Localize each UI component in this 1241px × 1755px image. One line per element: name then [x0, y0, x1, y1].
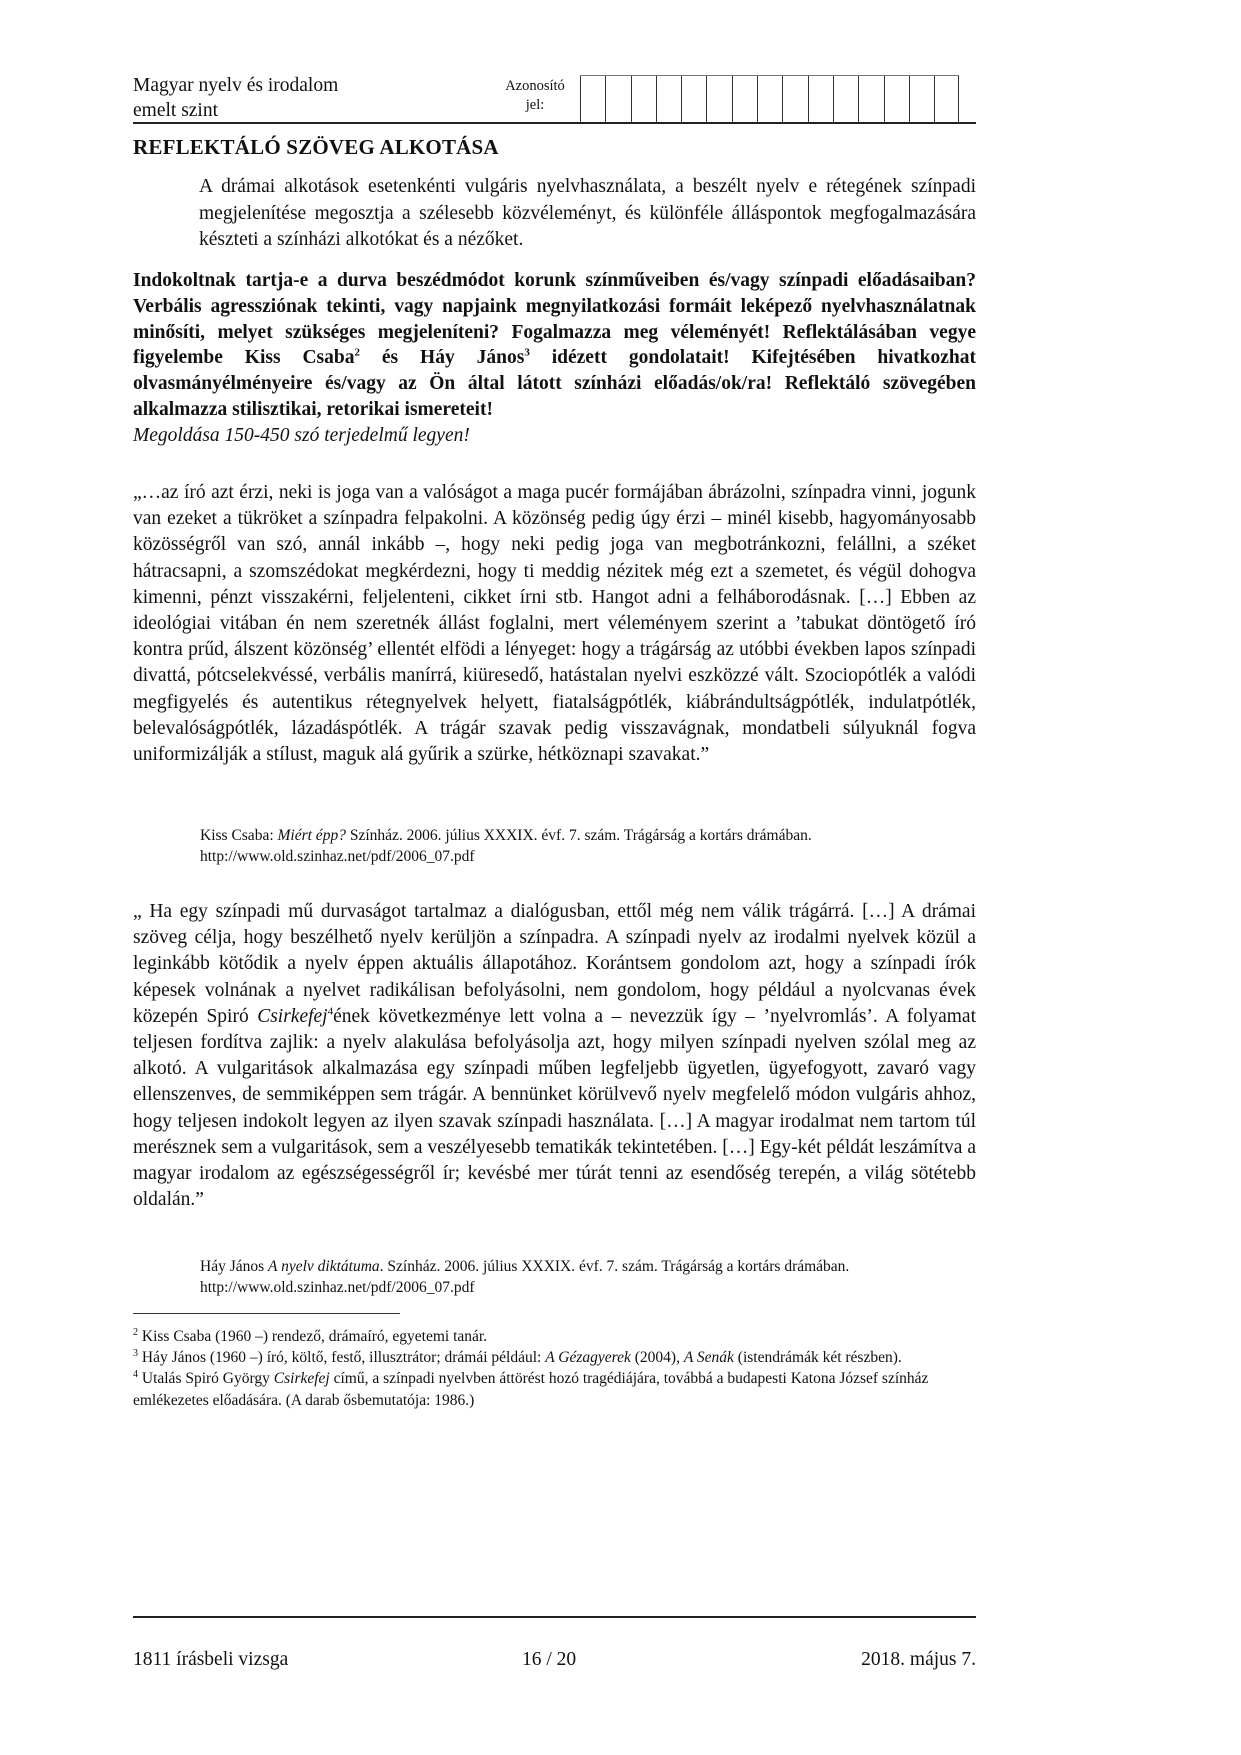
- exam-code: 1811 írásbeli vizsga: [133, 1649, 289, 1670]
- id-label-line2: jel:: [525, 97, 545, 113]
- id-code-box[interactable]: [580, 76, 605, 122]
- quote-hay-janos: [133, 899, 976, 1213]
- id-code-box[interactable]: [757, 76, 782, 122]
- footnote-text: Háy János (1960 –) író, költő, festő, illusztrátor; drámái például:: [138, 1349, 546, 1367]
- footnote-divider: [133, 1313, 400, 1314]
- footnote-ref-2: 2: [354, 346, 360, 359]
- work-title: A Senák: [683, 1349, 734, 1367]
- citation-author: Háy János: [200, 1258, 269, 1275]
- footnote-text: Utalás Spiró György: [138, 1370, 274, 1388]
- footnote-ref-4: 4: [327, 1005, 334, 1018]
- id-code-box[interactable]: [605, 76, 630, 122]
- footer-divider: [133, 1616, 976, 1618]
- citation-url: http://www.old.szinhaz.net/pdf/2006_07.pdf: [200, 848, 475, 865]
- footnote-3: [133, 1347, 976, 1368]
- id-code-box[interactable]: [934, 76, 959, 122]
- page-header: [133, 73, 976, 123]
- footnote-number: 4: [133, 1369, 138, 1381]
- id-code-box[interactable]: [833, 76, 858, 122]
- citation-author: Kiss Csaba:: [200, 827, 278, 844]
- id-code-box[interactable]: [782, 76, 807, 122]
- id-code-box[interactable]: [858, 76, 883, 122]
- id-label: [499, 77, 571, 115]
- footnote-number: 3: [133, 1348, 138, 1360]
- id-code-box[interactable]: [909, 76, 934, 122]
- id-code-box[interactable]: [808, 76, 833, 122]
- task-instructions: [133, 268, 976, 449]
- citation-source: . Színház. 2006. július XXXIX. évf. 7. szám. Trágárság a kortárs drámában.: [379, 1258, 850, 1275]
- work-title: A Gézagyerek: [545, 1349, 631, 1367]
- id-code-box[interactable]: [732, 76, 757, 122]
- length-requirement: Megoldása 150-450 szó terjedelmű legyen!: [133, 424, 470, 446]
- footnote-ref-3: 3: [524, 346, 530, 359]
- citation-title: A nyelv diktátuma: [268, 1258, 380, 1275]
- subject-label: [133, 73, 338, 123]
- quote-kiss-csaba: „…az író azt érzi, neki is joga van a valóságot a maga pucér formájában ábrázolni, színpadra vinni, jogunk van ezeket a tükröket a színpadra felpakolni. A közönség pedig úgy érzi – minél kisebb, hagyományosabb közösségről van szó, annál inkább –, hogy neki pedig joga van megbotránkozni, felállni, a széket hátracsapni, a szomszédokat megkérdezni, hogy ti meddig nézitek még ezt a szemetet, és végül dohogva kimenni, pénzt visszakérni, feljelenteni, cikket írni stb. Hangot adni a felháborodásnak. […] Ebben az ideológiai vitában én nem szeretnék állást foglalni, mert véleményem szerint a ’tabukat döntögető író kontra prűd, álszent közönség’ ellentét elfödi a lényeget: hogy a trágárság az utóbbi években lapos színpadi divattá, pótcselekvéssé, verbális manírrá, kiüresedő, hatástalan nyelvi eszközzé vált. Szociopótlék a valódi megfigyelés és autentikus rétegnyelvek helyett, fiatalságpótlék, kiábrándultságpótlék, indulatpótlék, belevalóságpótlék, lázadáspótlék. A trágár szavak pedig visszavágnak, mondatbeli súlyuknál fogva uniformizálják a stílust, maguk alá gyűrik a szürke, hétköznapi szavakat.”: [133, 482, 976, 766]
- citation-url: http://www.old.szinhaz.net/pdf/2006_07.pdf: [200, 1279, 475, 1296]
- header-divider: [133, 122, 976, 124]
- task-text-3: idézett gondolatait! Kifejtésében hivatkozhat olvasmányélményeire és/vagy az Ön által látott színházi előadás/ok/ra! Reflektáló szövegében alkalmazza stilisztikai, retorikai ismereteit!: [133, 347, 976, 420]
- footnote-2: [133, 1326, 976, 1347]
- quote-work-title: Csirkefej: [257, 1005, 328, 1027]
- citation-kiss-csaba: [200, 825, 976, 867]
- footnote-number: 2: [133, 1326, 138, 1338]
- citation-hay-janos: [200, 1256, 976, 1298]
- quote-text-before: „ Ha egy színpadi mű durvaságot tartalmaz a dialógusban, ettől még nem válik trágárrá. […] A drámai szöveg célja, hogy beszélhető nyelv kerüljön a színpadra. A színpadi nyelv az irodalmi nyelvek közül a leginkább kötődik a nyelv éppen aktuális állapotához. Korántsem gondolom azt, hogy a színpadi írók képesek volnának a nyelvet radikálisan befolyásolni, nem gondolom, hogy például a nyolcvanas évek közepén Spiró: [133, 901, 976, 1027]
- id-label-line1: Azonosító: [505, 78, 565, 94]
- footnote-4: [133, 1368, 976, 1410]
- citation-source: Színház. 2006. július XXXIX. évf. 7. szám. Trágárság a kortárs drámában.: [345, 827, 812, 844]
- id-code-boxes[interactable]: [580, 75, 959, 122]
- work-title: Csirkefej: [273, 1370, 330, 1388]
- footnote-text: című, a színpadi nyelvben áttörést hozó tragédiájára, továbbá a budapesti Katona József színház emlékezetes előadására. (A darab ősbemutatója: 1986.): [133, 1370, 929, 1409]
- footnote-text: (istendrámák két részben).: [733, 1349, 902, 1367]
- task-text-1: Indokoltnak tartja-e a durva beszédmódot korunk színműveiben és/vagy színpadi előadásaiban? Verbális agressziónak tekinti, vagy napjaink megnyilatkozási formáit leképező nyelvhasználatnak minősíti, melyet szükséges megjeleníteni? Fogalmazza meg véleményét! Reflektálásában vegye figyelembe Kiss Csaba: [133, 270, 976, 369]
- exam-date: 2018. május 7.: [861, 1649, 976, 1670]
- id-code-box[interactable]: [706, 76, 731, 122]
- footnote-text: (2004),: [630, 1349, 684, 1367]
- page-number: 16 / 20: [522, 1649, 577, 1670]
- quote-text-after: ének következménye lett volna a – nevezzük így – ’nyelvromlás’. A folyamat teljesen fordítva zajlik: a nyelv alakulása befolyásolja azt, hogy milyen színpadi nyelven szólal meg az alkotó. A vulgaritások alkalmazása egy színpadi műben legfeljebb ügyetlen, ügyefogyott, zavaró vagy ellenszenves, de semmiképpen sem trágár. A bennünket körülvevő nyelv megfelelő módon vulgáris ahhoz, hogy teljesen indokolt legyen az ilyen szavak színpadi használata. […] A magyar irodalmat nem tartom túl merésznek sem a vulgaritások, sem a veszélyesebb tematikák tekintetében. […] Egy-két példát leszámítva a magyar irodalom az egészségességről ír; kevésbé mer túrát tenni az esendőség terepén, a világ sötétebb oldalán.”: [133, 1005, 976, 1211]
- subject-name: Magyar nyelv és irodalom: [133, 75, 339, 96]
- task-text-2: és Háy János: [359, 347, 525, 369]
- id-code-box[interactable]: [681, 76, 706, 122]
- id-code-box[interactable]: [884, 76, 909, 122]
- id-code-box[interactable]: [656, 76, 681, 122]
- citation-title: Miért épp?: [277, 827, 346, 844]
- footnote-text: Kiss Csaba (1960 –) rendező, drámaíró, egyetemi tanár.: [138, 1328, 488, 1345]
- intro-paragraph: A drámai alkotások esetenkénti vulgáris nyelvhasználata, a beszélt nyelv e rétegének színpadi megjelenítése megosztja a szélesebb közvéleményt, és különféle álláspontok megfogalmazására készteti a színházi alkotókat és a nézőket.: [199, 176, 976, 250]
- footnotes: [133, 1326, 976, 1411]
- section-title: REFLEKTÁLÓ SZÖVEG ALKOTÁSA: [133, 135, 499, 159]
- id-code-box[interactable]: [631, 76, 656, 122]
- subject-level: emelt szint: [133, 100, 219, 121]
